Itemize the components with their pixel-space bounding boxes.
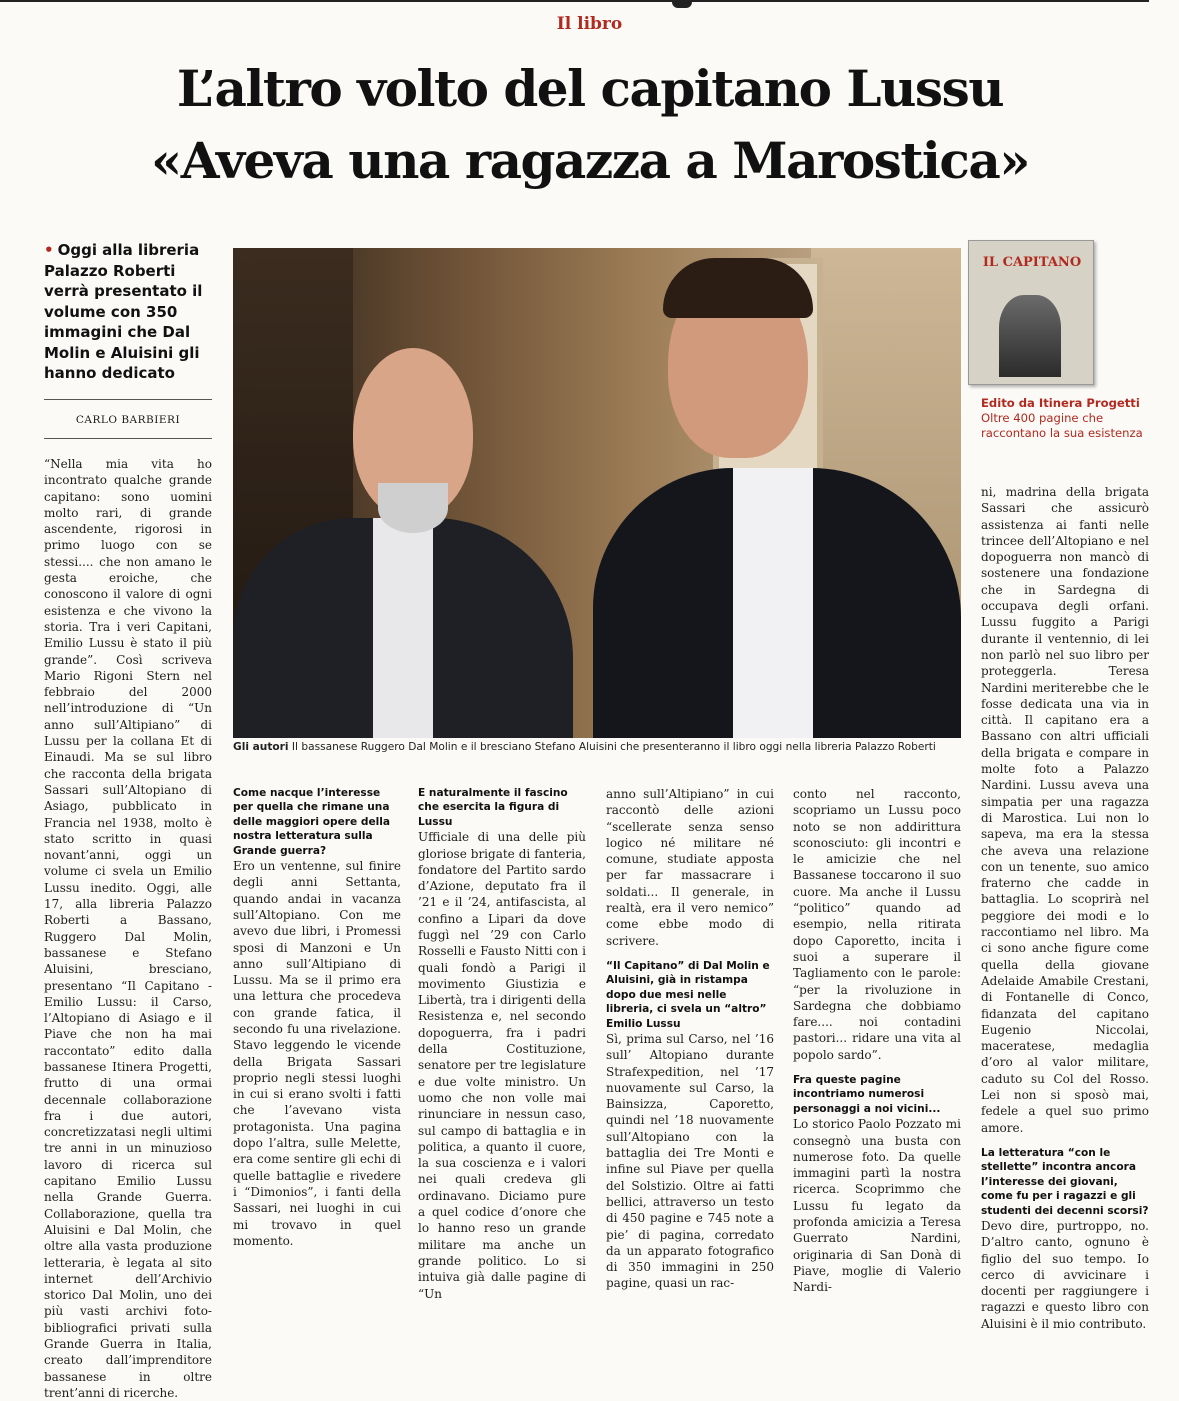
body-text: “Nella mia vita ho incontrato qualche grande capitano: sono uomini molto rari, di grande ascendente, rigorosi in primo luogo con se stessi.... che non amano le gesta eroiche, che conoscono il valore di ogni esistenza e che vivono la storia. Tra i veri Capitani, Emilio Lussu è stato il più grande”. Così scriveva Mario Rigoni Stern nel febbraio del 2000 nell’introduzione di “Un anno sull’Altipiano” di Lussu per la collana Et di Einaudi. Ma se sul libro che racconta della brigata Sassari sull’Altopiano di Asiago, pubblicato in Francia nel 1938, molto è stato scritto in quasi novant’anni, oggi un volume ci svela un Emilio Lussu inedito. Oggi, alle 17, alla libreria Palazzo Roberti a Bassano, Ruggero Dal Molin, bassanese e Stefano Aluisini, bresciano, presentano “Il Capitano - Emilio Lussu: il Carso, l’Altopiano di Asiago e il Piave che non ha mai raccontato” edito dalla bassanese Itinera Progetti, frutto di una ormai decennale collaborazione fra i due autori, concretizzatasi negli ultimi tre anni in un minuzioso lavoro di ricerca sul capitano Emilio Lussu nella Grande Guerra. Collaborazione, quella tra Aluisini e Dal Molin, che oltre alla vasta produzione letteraria, è legata al sito internet dell’Archivio storico Dal Molin, uno dei più vasti archivi foto-bibliografici privati sulla Grande Guerra in Italia, creato dall’imprenditore bassanese in oltre trent’anni di ricerche. bbox=[44, 457, 212, 1400]
article-column-2 bbox=[233, 786, 401, 1248]
book-caption bbox=[981, 396, 1151, 441]
article-column-1 bbox=[44, 456, 212, 1400]
byline-rule-top bbox=[44, 399, 212, 400]
interview-question: La letteratura “con le stellette” incontra ancora l’interesse dei giovani, come fu per i ragazzi e gli studenti dei decenni scorsi? bbox=[981, 1146, 1149, 1217]
article-column-5 bbox=[793, 786, 961, 1295]
section-kicker: Il libro bbox=[556, 14, 623, 34]
body-text: Sì, prima sul Carso, nel ’16 sull’ Altopiano durante Strafexpedition, nel ’17 nuovamente sul Carso, la Bainsizza, Caporetto, quindi nel ’18 nuovamente sull’Altopiano con la battaglia dei Tre Monti e infine sul Piave per quella del Solstizio. Oltre ai fatti bellici, attraverso un testo di 450 pagine e 745 note a pie’ di pagina, corredato da un apparato fotografico di 350 immagini in 250 pagine, quasi un rac- bbox=[606, 1032, 774, 1291]
headline-line-2: «Aveva una ragazza a Marostica» bbox=[150, 131, 1029, 190]
body-text: Devo dire, purtroppo, no. D’altro canto, ognuno è figlio del suo tempo. Io cerco di avvicinare i docenti per raggiungere i ragazzi e questo libro con Aluisini è il mio contributo. bbox=[981, 1218, 1149, 1331]
body-text: conto nel racconto, scopriamo un Lussu poco noto se non addirittura sconosciuto: gli incontri e le amicizie che nel Bassanese toccarono il suo cuore. Ma anche il Lussu “politico” quando ad esempio, nella ritirata dopo Caporetto, incita i suoi a superare il Tagliamento con le parole: “per la rivoluzione in Sardegna che dobbiamo fare.... noi contadini pastori... ridare una vita al popolo sardo”. bbox=[793, 787, 961, 1062]
byline: CARLO BARBIERI bbox=[75, 414, 181, 426]
summary-text: Oggi alla libreria Palazzo Roberti verrà presentato il volume con 350 immagini che Dal Molin e Aluisini gli hanno dedicato bbox=[44, 241, 203, 382]
interview-question: Come nacque l’interesse per quella che rimane una delle maggiori opere della nostra letteratura sulla Grande guerra? bbox=[233, 787, 391, 857]
summary-bullet: • bbox=[44, 241, 54, 259]
photo-caption-text: Il bassanese Ruggero Dal Molin e il bresciano Stefano Aluisini che presenteranno il libro oggi nella libreria Palazzo Roberti bbox=[288, 741, 936, 753]
body-text: ni, madrina della brigata Sassari che assicurò assistenza ai fanti nelle trincee dell’Altopiano e nel dopoguerra non mancò di sostenere una fondazione che in Sardegna di occupava degli orfani. Lussu fuggito a Parigi durante il ventennio, di lei non parlò nel suo libro per proteggerla. Teresa Nardini meriterebbe che le fosse dedicata una via in città. Il capitano era a Bassano con altri ufficiali della brigata e compare in molte foto a Palazzo Nardini. Lussu aveva una simpatia per una ragazza di Marostica. Lui non lo sapeva, ma era la stessa che aveva una relazione con un tenente, suo amico fraterno che cadde in battaglia. Lo scoprirà nel peggiore dei modi e lo raccontiamo nel libro. Ma ci sono anche figure come quella della giovane Adelaide Amabile Crestani, di Fontanelle di Conco, fidanzata del capitano Eugenio Niccolai, maceratese, medaglia d’oro al valor militare, caduto su Col del Rosso. Lei non si sposò mai, fedele a quel suo primo amore. bbox=[981, 485, 1149, 1135]
book-cover-image bbox=[968, 240, 1094, 385]
interview-question: E naturalmente il fascino che esercita la figura di Lussu bbox=[418, 787, 568, 828]
book-cover-portrait bbox=[999, 295, 1061, 377]
photo-person-left-shirt bbox=[373, 518, 433, 738]
book-caption-text: Oltre 400 pagine che raccontano la sua esistenza bbox=[981, 411, 1143, 440]
photo-person-right-shirt bbox=[733, 468, 813, 738]
photo-person-right-hair bbox=[663, 258, 813, 318]
article-column-4 bbox=[606, 786, 774, 1291]
top-rule-glyph bbox=[672, 0, 692, 8]
interview-question: “Il Capitano” di Dal Molin e Aluisini, già in ristampa dopo due mesi nelle libreria, ci svela un “altro” Emilio Lussu bbox=[606, 959, 770, 1030]
book-caption-title: Edito da Itinera Progetti bbox=[981, 396, 1140, 410]
authors-photo bbox=[233, 248, 961, 738]
summary-box bbox=[44, 240, 214, 384]
top-rule bbox=[0, 0, 1149, 2]
article-column-3 bbox=[418, 786, 586, 1301]
photo-caption bbox=[233, 740, 961, 754]
headline-line-1: L’altro volto del capitano Lussu bbox=[176, 59, 1004, 118]
byline-rule-bottom bbox=[44, 438, 212, 439]
interview-question: Fra queste pagine incontriamo numerosi personaggi a noi vicini... bbox=[793, 1074, 941, 1115]
article-column-6 bbox=[981, 484, 1149, 1331]
book-cover-title: IL CAPITANO bbox=[982, 255, 1082, 270]
body-text: anno sull’Altipiano” in cui raccontò delle azioni “scellerate senza senso logico né militare né comune, studiate apposta per far massacrare i soldati... Il generale, in realtà, era il vero nemico” come ebbe modo di scrivere. bbox=[606, 787, 774, 948]
photo-person-left-beard bbox=[378, 483, 448, 533]
photo-caption-label: Gli autori bbox=[233, 741, 289, 753]
body-text: Lo storico Paolo Pozzato mi consegnò una busta con numerose foto. Da quelle immagini partì la nostra ricerca. Scoprimmo che Lussu fu legato da profonda amicizia a Teresa Guerrato Nardini, originaria di San Donà di Piave, moglie di Valerio Nardi- bbox=[793, 1117, 961, 1295]
body-text: Ero un ventenne, sul finire degli anni Settanta, quando andai in vacanza sull’Altopiano. Con me avevo due libri, i Promessi sposi di Manzoni e Un anno sull’Altipiano di Lussu. Ma se il primo era una lettura che procedeva con grande fatica, il secondo fu una rivelazione. Stavo leggendo le vicende della Brigata Sassari proprio negli stessi luoghi in cui si erano svolti i fatti che l’avevano vista protagonista. Una pagina dopo l’altra, sulle Melette, era come sentire gli echi di quelle battaglie e rivedere i “Dimonios”, i fanti della Sassari, nei luoghi in cui mi trovavo in quel momento. bbox=[233, 859, 401, 1248]
body-text: Ufficiale di una delle più gloriose brigate di fanteria, fondatore del Partito sardo d’Azione, deputato fra il ’21 e il ’24, antifascista, al confino a Lipari da dove fuggì nel ’29 con Carlo Rosselli e Fausto Nitti con i quali fondò a Parigi il movimento Giustizia e Libertà, tra i dirigenti della Resistenza e, nel secondo dopoguerra, fra i padri della Costituzione, senatore per tre legislature e due volte ministro. Un uomo che non volle mai rinunciare in nessun caso, sul campo di battaglia e in politica, a quanto il cuore, la sua coscienza e i valori nei quali credeva gli ordinavano. Diciamo pure a quel codice d’onore che lo hanno reso un grande militare ma anche un grande politico. Lo si intuiva già dalle pagine di “Un bbox=[418, 830, 586, 1301]
